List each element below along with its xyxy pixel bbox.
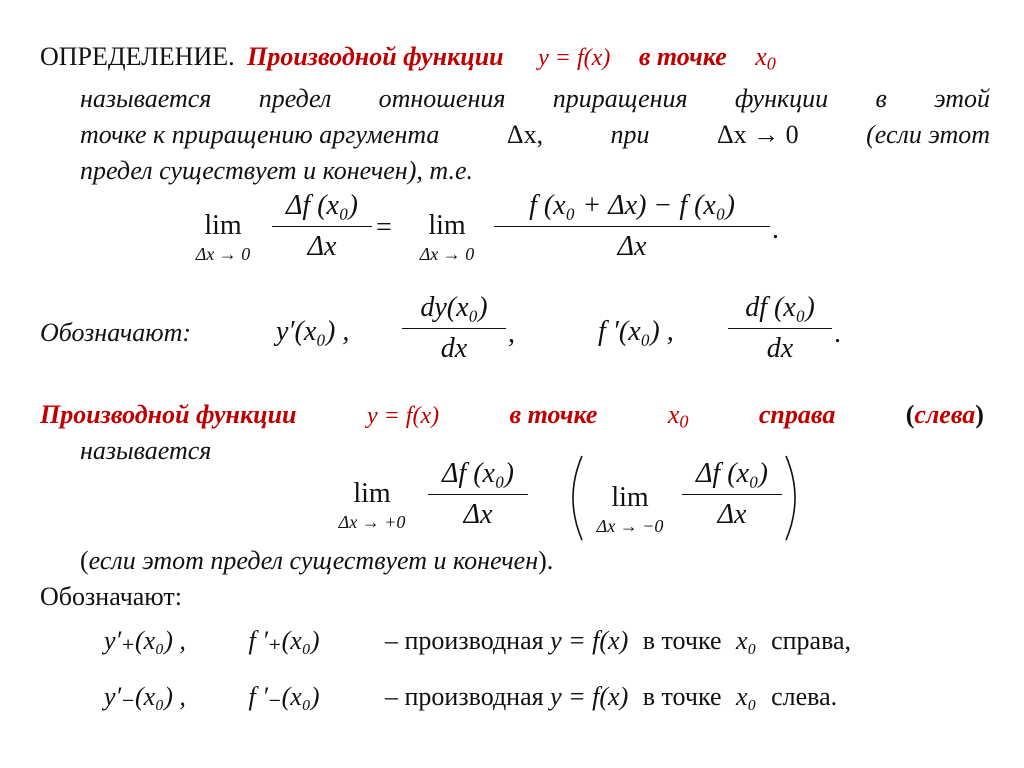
- limit-1: lim Δx → 0: [195, 210, 251, 264]
- definition-bold-phrase: Производной функции: [247, 42, 504, 71]
- limit-left: lim Δx → −0: [596, 482, 664, 536]
- definition-in-point: в точке: [638, 42, 727, 71]
- equals-sign: =: [376, 212, 392, 243]
- definition-line-2: называется предел отношения приращения функции в этой: [80, 84, 990, 113]
- notation-y-prime: y′(x₀) ,: [276, 316, 350, 347]
- onesided-line-1: [40, 400, 984, 433]
- condition-line: (если этот предел существует и конечен).: [80, 546, 554, 575]
- y-prime-minus: y′₋(x₀) ,: [104, 682, 186, 711]
- definition-line3-a: точке к приращению аргумента: [80, 120, 440, 149]
- onesided-in-point: в точке: [509, 400, 598, 429]
- right-paren-shape: [782, 454, 808, 542]
- fraction-1-numerator: Δf (x₀): [285, 190, 359, 221]
- notation-period: .: [834, 318, 841, 349]
- notation-1-label: Обозначают:: [40, 318, 192, 347]
- notation-dy-dx: dy(x₀) dx: [402, 292, 506, 365]
- definition-line3-cond: Δx → 0: [716, 120, 799, 149]
- fraction-1: [272, 190, 372, 263]
- onesided-left-group: (слева): [905, 400, 984, 429]
- notation-comma: ,: [508, 318, 515, 349]
- fraction-1-denominator: Δx: [307, 231, 337, 262]
- definition-line3-b: при: [610, 120, 650, 149]
- definition-label: ОПРЕДЕЛЕНИЕ.: [40, 42, 235, 71]
- limit-right: lim Δx → +0: [338, 478, 406, 532]
- notation-row-right: y′₊(x₀) , f ′₊(x₀) – производная y = f(x) в точке x₀ справа,: [104, 626, 852, 655]
- limit-2: lim Δx → 0: [419, 210, 475, 264]
- onesided-right: справа: [758, 400, 836, 429]
- fraction-2: [494, 190, 770, 263]
- onesided-function: y = f(x): [366, 403, 440, 429]
- y-prime-plus: y′₊(x₀) ,: [104, 626, 186, 655]
- notation-row-left: y′₋(x₀) , f ′₋(x₀) – производная y = f(x) в точке x₀ слева.: [104, 682, 838, 711]
- onesided-bold-phrase: Производной функции: [40, 400, 297, 429]
- fraction-left: Δf (x₀) Δx: [682, 458, 782, 531]
- definition-line3-c: (если этот: [866, 120, 990, 149]
- onesided-point: $x_0$: [667, 400, 689, 432]
- definition-line-3: [80, 120, 990, 150]
- definition-line-4: предел существует и конечен), т.е.: [80, 156, 473, 185]
- notation-2-label: Обозначают:: [40, 582, 182, 611]
- formula-1-period: .: [772, 214, 779, 245]
- notation-df-dx: df (x₀) dx: [728, 292, 832, 365]
- notation-f-prime: f ′(x₀) ,: [598, 316, 674, 347]
- definition-point: $x_0$: [755, 42, 776, 74]
- f-prime-minus: f ′₋(x₀): [248, 682, 320, 711]
- onesided-line-2: называется: [80, 436, 212, 465]
- fraction-right: Δf (x₀) Δx: [428, 458, 528, 531]
- fraction-2-numerator: f (x₀ + Δx) − f (x₀): [529, 190, 735, 221]
- definition-function: y = f(x): [538, 45, 611, 71]
- fraction-2-denominator: Δx: [617, 231, 647, 262]
- definition-line3-dx: Δx,: [506, 120, 544, 149]
- definition-line-1: [40, 42, 776, 75]
- f-prime-plus: f ′₊(x₀): [248, 626, 320, 655]
